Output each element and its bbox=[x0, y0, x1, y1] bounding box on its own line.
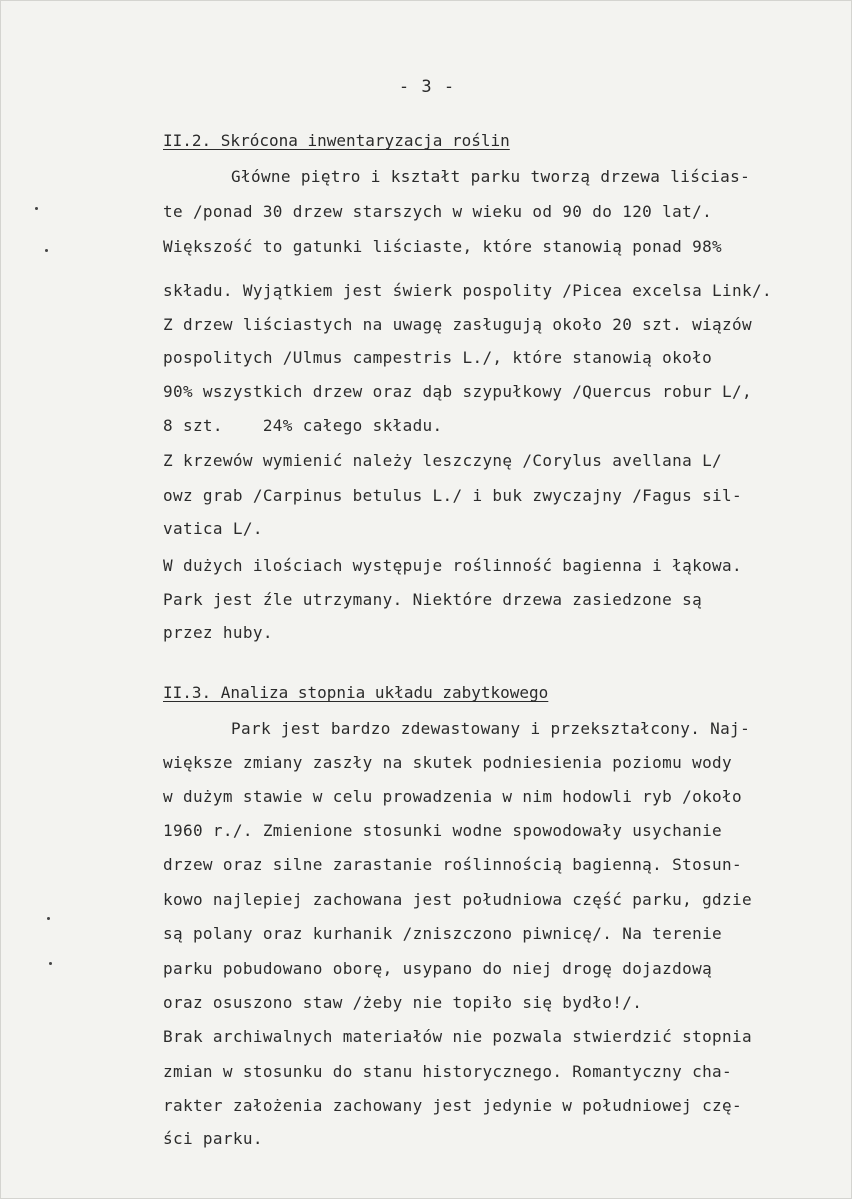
punch-mark bbox=[49, 962, 52, 965]
text-line: te /ponad 30 drzew starszych w wieku od 90 do 120 lat/. bbox=[163, 202, 713, 221]
text-line: 1960 r./. Zmienione stosunki wodne spowodowały usychanie bbox=[163, 821, 723, 840]
text-line: ści parku. bbox=[163, 1129, 263, 1148]
text-line: Główne piętro i kształt parku tworzą drzewa liścias- bbox=[231, 167, 751, 186]
text-line: drzew oraz silne zarastanie roślinnością bagienną. Stosun- bbox=[163, 855, 743, 874]
text-line: oraz osuszono staw /żeby nie topiło się bydło!/. bbox=[163, 993, 643, 1012]
section-heading-analysis: II.3. Analiza stopnia układu zabytkowego bbox=[163, 683, 549, 702]
page-number: - 3 - bbox=[398, 77, 456, 97]
section-heading-inventory: II.2. Skrócona inwentaryzacja roślin bbox=[163, 131, 510, 150]
punch-mark bbox=[45, 249, 48, 252]
text-line: 8 szt. 24% całego składu. bbox=[163, 416, 443, 435]
text-line: Park jest źle utrzymany. Niektóre drzewa zasiedzone są bbox=[163, 590, 703, 609]
text-line: są polany oraz kurhanik /zniszczono piwnicę/. Na terenie bbox=[163, 924, 723, 943]
text-line: owz grab /Carpinus betulus L./ i buk zwyczajny /Fagus sil- bbox=[163, 486, 743, 505]
text-line: vatica L/. bbox=[163, 519, 263, 538]
text-line: Brak archiwalnych materiałów nie pozwala stwierdzić stopnia bbox=[163, 1027, 752, 1046]
text-line: w dużym stawie w celu prowadzenia w nim hodowli ryb /około bbox=[163, 787, 743, 806]
punch-mark bbox=[35, 207, 38, 210]
text-line: większe zmiany zaszły na skutek podniesienia poziomu wody bbox=[163, 753, 733, 772]
text-line: Park jest bardzo zdewastowany i przekształcony. Naj- bbox=[231, 719, 751, 738]
text-line: przez huby. bbox=[163, 623, 273, 642]
text-line: zmian w stosunku do stanu historycznego. Romantyczny cha- bbox=[163, 1062, 733, 1081]
text-line: 90% wszystkich drzew oraz dąb szypułkowy /Quercus robur L/, bbox=[163, 382, 752, 401]
text-line: W dużych ilościach występuje roślinność bagienna i łąkowa. bbox=[163, 556, 743, 575]
text-line: Z krzewów wymienić należy leszczynę /Corylus avellana L/ bbox=[163, 451, 723, 470]
text-line: pospolitych /Ulmus campestris L./, które stanowią około bbox=[163, 348, 713, 367]
text-line: rakter założenia zachowany jest jedynie w południowej czę- bbox=[163, 1096, 743, 1115]
text-line: parku pobudowano oborę, usypano do niej drogę dojazdową bbox=[163, 959, 713, 978]
text-line: kowo najlepiej zachowana jest południowa część parku, gdzie bbox=[163, 890, 752, 909]
text-line: składu. Wyjątkiem jest świerk pospolity /Picea excelsa Link/. bbox=[163, 281, 772, 300]
text-line: Z drzew liściastych na uwagę zasługują około 20 szt. wiązów bbox=[163, 315, 752, 334]
text-line: Większość to gatunki liściaste, które stanowią ponad 98% bbox=[163, 237, 723, 256]
punch-mark bbox=[47, 917, 50, 920]
